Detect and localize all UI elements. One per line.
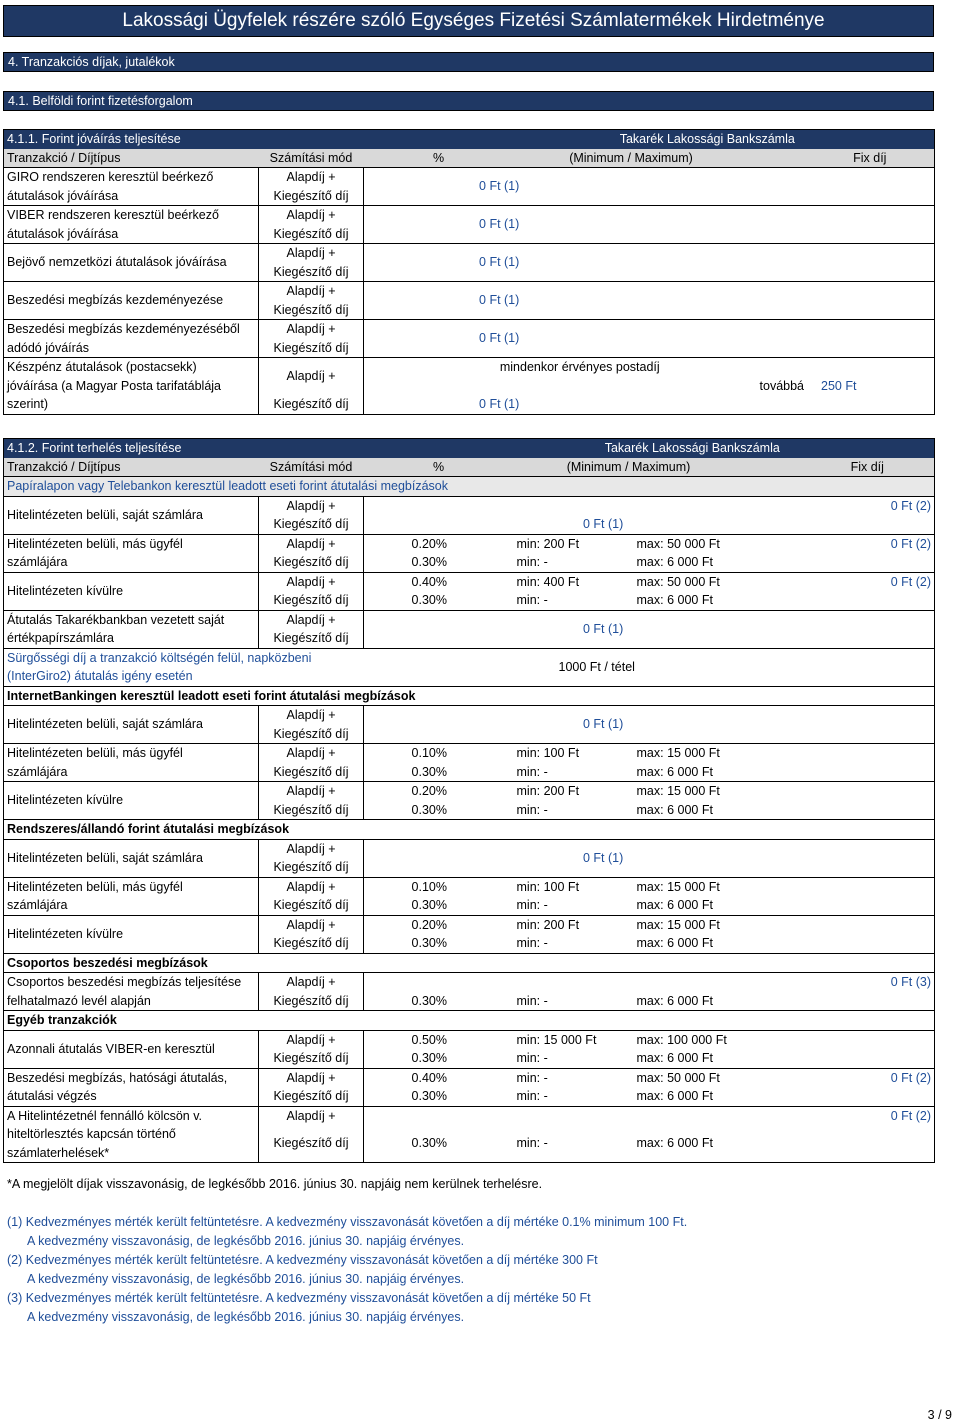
table-title: 4.1.1. Forint jóváírás teljesítése <box>4 130 364 149</box>
footnote-1-validity: A kedvezmény visszavonásig, de legkésőbb 2016. június 30. napjáig érvényes. <box>27 1234 465 1248</box>
percent: 0.30% <box>411 764 447 779</box>
calc-extra: Kiegészítő díj <box>259 515 364 534</box>
max-value: max: 15 000 Ft <box>636 784 720 798</box>
calc-base: Alapdíj + <box>259 877 364 896</box>
row-label: Készpénz átutalások (postacsekk) <box>7 360 197 374</box>
row-label: Beszedési megbízás, hatósági átutalás, <box>7 1070 228 1085</box>
min-value: min: - <box>516 898 548 912</box>
calc-extra: Kiegészítő díj <box>259 1125 364 1163</box>
max-value: max: 6 000 Ft <box>636 593 713 607</box>
fee-value: 0 Ft (1) <box>364 395 935 414</box>
col-header-transaction: Tranzakció / Díjtípus <box>4 149 259 168</box>
min-value: min: - <box>516 1070 548 1085</box>
col-header-fix: Fix díj <box>744 458 935 477</box>
calc-base: Alapdíj + <box>259 534 364 553</box>
calc-extra: Kiegészítő díj <box>259 1049 364 1068</box>
product-name: Takarék Lakossági Bankszámla <box>364 130 935 149</box>
fee-value: 0 Ft (1) <box>364 206 935 244</box>
col-header-calc: Számítási mód <box>259 149 364 168</box>
percent: 0.10% <box>411 879 447 894</box>
col-header-transaction: Tranzakció / Díjtípus <box>4 458 259 477</box>
footnote-2: (2) Kedvezményes mérték került feltüntetésre. A kedvezmény visszavonását követően a díj mértéke 300 Ft <box>7 1253 598 1267</box>
subsection-other: Egyéb tranzakciók <box>4 1011 935 1031</box>
row-label: Hitelintézeten kívülre <box>7 926 124 941</box>
fix-fee: 0 Ft (2) <box>890 1108 932 1123</box>
row-label: (InterGiro2) átutalás igény esetén <box>7 669 193 683</box>
fix-fee: 0 Ft (2) <box>890 1070 932 1085</box>
max-value: max: 50 000 Ft <box>636 1070 720 1085</box>
min-value: min: - <box>516 593 548 607</box>
calc-extra: Kiegészítő díj <box>259 1087 364 1106</box>
subsection-paper: Papíralapon vagy Telebankon keresztül leadott eseti forint átutalási megbízások <box>4 477 935 497</box>
percent: 0.40% <box>411 574 447 589</box>
footnote-2-validity: A kedvezmény visszavonásig, de legkésőbb 2016. június 30. napjáig érvényes. <box>27 1272 465 1286</box>
table-row <box>4 282 935 301</box>
fix-fee: 0 Ft (2) <box>890 574 932 589</box>
row-label: számlájára <box>7 898 68 912</box>
row-label: Sürgősségi díj a tranzakció költségén felül, napközbeni <box>7 650 312 665</box>
footnote-1: (1) Kedvezményes mérték került feltüntetésre. A kedvezmény visszavonását követően a díj mértéke 0.1% minimum 100 Ft. <box>7 1215 688 1229</box>
row-label: Bejövő nemzetközi átutalások jóváírása <box>7 255 227 270</box>
row-label: Átutalás Takarékbankban vezetett saját <box>7 612 225 627</box>
product-name: Takarék Lakossági Bankszámla <box>409 439 935 458</box>
table-row <box>4 358 935 377</box>
fee-value: 0 Ft (1) <box>364 610 935 648</box>
min-value: min: - <box>516 993 548 1008</box>
page-number: 3 / 9 <box>927 1408 952 1422</box>
calc-base: Alapdíj + <box>259 915 364 934</box>
row-label: Hitelintézeten belüli, saját számlára <box>7 507 203 522</box>
percent: 0.30% <box>411 1136 447 1151</box>
row-label: Azonnali átutalás VIBER-en keresztül <box>7 1041 215 1056</box>
percent: 0.20% <box>411 784 447 798</box>
min-value: min: - <box>516 936 548 950</box>
calc-base: Alapdíj + <box>259 1030 364 1049</box>
min-value: min: 100 Ft <box>516 746 580 760</box>
percent: 0.10% <box>411 746 447 760</box>
calc-base: Alapdíj + <box>259 1068 364 1087</box>
percent: 0.30% <box>411 555 447 569</box>
percent: 0.30% <box>411 1089 447 1103</box>
col-header-minmax: (Minimum / Maximum) <box>514 458 744 477</box>
max-value: max: 6 000 Ft <box>636 936 713 950</box>
calc-base: Alapdíj + <box>259 1106 364 1125</box>
row-label: Hitelintézeten belüli, más ügyfél <box>7 536 183 551</box>
min-value: min: 200 Ft <box>516 536 580 551</box>
row-label: számlaterhelések* <box>7 1145 110 1160</box>
max-value: max: 15 000 Ft <box>636 917 720 932</box>
col-header-calc: Számítási mód <box>259 458 364 477</box>
col-header-minmax: (Minimum / Maximum) <box>514 149 749 168</box>
table-row <box>4 395 935 414</box>
min-value: min: 200 Ft <box>516 917 580 932</box>
subsection-regular: Rendszeres/állandó forint átutalási megbízások <box>4 820 935 840</box>
calc-base: Alapdíj + <box>259 282 364 301</box>
calc-extra: Kiegészítő díj <box>259 591 364 610</box>
min-value: min: - <box>516 555 548 569</box>
calc-base: Alapdíj + <box>259 839 364 858</box>
row-label: hiteltörlesztés kapcsán történő <box>7 1127 176 1141</box>
postage-note: mindenkor érvényes postadíj <box>364 358 749 377</box>
fix-fee: 0 Ft (3) <box>890 975 932 989</box>
footnote-3: (3) Kedvezményes mérték került feltüntetésre. A kedvezmény visszavonását követően a díj mértéke 50 Ft <box>7 1291 591 1305</box>
fix-fee: 250 Ft <box>821 378 857 393</box>
calc-base: Alapdíj + <box>259 320 364 339</box>
fix-fee: 0 Ft (2) <box>890 536 932 551</box>
row-label: Hitelintézeten kívülre <box>7 583 124 598</box>
row-label: Hitelintézeten belüli, más ügyfél <box>7 746 183 760</box>
min-value: min: 100 Ft <box>516 879 580 894</box>
col-header-percent: % <box>364 458 514 477</box>
row-label: értékpapírszámlára <box>7 631 114 645</box>
min-value: min: 400 Ft <box>516 574 580 589</box>
credit-fee-table <box>3 129 935 415</box>
percent: 0.30% <box>411 936 447 950</box>
calc-base: Alapdíj + <box>259 706 364 725</box>
calc-base: Alapdíj + <box>259 610 364 629</box>
calc-extra: Kiegészítő díj <box>259 339 364 358</box>
fee-value: 0 Ft (1) <box>364 244 935 282</box>
min-value: min: - <box>516 1051 548 1065</box>
calc-extra: Kiegészítő díj <box>259 395 364 414</box>
calc-base: Alapdíj + <box>259 973 364 992</box>
max-value: max: 50 000 Ft <box>636 574 720 589</box>
min-value: min: - <box>516 764 548 779</box>
fee-value: 0 Ft (1) <box>364 168 935 206</box>
row-label: szerint) <box>7 397 48 411</box>
max-value: max: 15 000 Ft <box>636 879 720 894</box>
row-label: számlájára <box>7 555 68 569</box>
max-value: max: 6 000 Ft <box>636 764 713 779</box>
min-value: min: 15 000 Ft <box>516 1032 597 1047</box>
calc-extra: Kiegészítő díj <box>259 187 364 206</box>
max-value: max: 6 000 Ft <box>636 1089 713 1103</box>
row-label: Beszedési megbízás kezdeményezése <box>7 293 224 308</box>
min-value: min: - <box>516 802 548 817</box>
footnote-star: *A megjelölt díjak visszavonásig, de legkésőbb 2016. június 30. napjáig nem kerülnek terhelésre. <box>7 1177 543 1191</box>
document-title: Lakossági Ügyfelek részére szóló Egységes Fizetési Számlatermékek Hirdetménye <box>3 5 934 37</box>
calc-extra: Kiegészítő díj <box>259 801 364 820</box>
min-value: min: 200 Ft <box>516 784 580 798</box>
footnotes <box>7 1213 687 1327</box>
fee-value: 0 Ft (1) <box>364 839 935 877</box>
row-label: Hitelintézeten belüli, saját számlára <box>7 850 203 865</box>
percent: 0.30% <box>411 898 447 912</box>
row-label: A Hitelintézetnél fennálló kölcsön v. <box>7 1108 203 1123</box>
max-value: max: 50 000 Ft <box>636 536 720 551</box>
percent: 0.30% <box>411 802 447 817</box>
calc-base: Alapdíj + <box>259 206 364 225</box>
row-label: átutalások jóváírása <box>7 226 119 241</box>
table-row <box>4 320 935 339</box>
calc-base: Alapdíj + <box>259 168 364 187</box>
calc-base: Alapdíj + <box>259 572 364 591</box>
percent: 0.20% <box>411 536 447 551</box>
row-label: Csoportos beszedési megbízás teljesítése <box>7 975 242 989</box>
table-row <box>4 168 935 187</box>
max-value: max: 6 000 Ft <box>636 1136 713 1151</box>
max-value: max: 6 000 Ft <box>636 898 713 912</box>
fee-value: 0 Ft (1) <box>364 515 935 534</box>
max-value: max: 6 000 Ft <box>636 1051 713 1065</box>
max-value: max: 6 000 Ft <box>636 802 713 817</box>
calc-base: Alapdíj + <box>259 358 364 396</box>
fee-value: 0 Ft (1) <box>364 706 935 744</box>
row-label: átutalási végzés <box>7 1089 97 1103</box>
calc-extra: Kiegészítő díj <box>259 225 364 244</box>
table-row <box>4 377 935 396</box>
percent: 0.30% <box>411 593 447 607</box>
table-row <box>4 206 935 225</box>
row-label: GIRO rendszeren keresztül beérkező <box>7 170 214 184</box>
calc-extra: Kiegészítő díj <box>259 896 364 915</box>
subsection-group: Csoportos beszedési megbízások <box>4 953 935 973</box>
calc-extra: Kiegészítő díj <box>259 858 364 877</box>
calc-extra: Kiegészítő díj <box>259 725 364 744</box>
further-note: továbbá <box>759 378 804 393</box>
calc-base: Alapdíj + <box>259 744 364 763</box>
row-label: felhatalmazó levél alapján <box>7 993 151 1008</box>
min-value: min: - <box>516 1089 548 1103</box>
percent: 0.50% <box>411 1032 447 1047</box>
section-heading-4-1: 4.1. Belföldi forint fizetésforgalom <box>3 91 934 111</box>
fee-value: 1000 Ft / tétel <box>558 659 635 674</box>
fee-value: 0 Ft (1) <box>364 282 935 320</box>
calc-base: Alapdíj + <box>259 782 364 801</box>
footnote-3-validity: A kedvezmény visszavonásig, de legkésőbb 2016. június 30. napjáig érvényes. <box>27 1310 465 1324</box>
percent: 0.40% <box>411 1070 447 1085</box>
row-label: számlájára <box>7 764 68 779</box>
calc-extra: Kiegészítő díj <box>259 934 364 953</box>
calc-extra: Kiegészítő díj <box>259 263 364 282</box>
col-header-fix: Fix díj <box>749 149 935 168</box>
fix-fee: 0 Ft (2) <box>890 498 932 513</box>
calc-base: Alapdíj + <box>259 496 364 515</box>
calc-base: Alapdíj + <box>259 244 364 263</box>
fee-value: 0 Ft (1) <box>364 320 935 358</box>
row-label: jóváírása (a Magyar Posta tarifatáblája <box>7 378 221 393</box>
calc-extra: Kiegészítő díj <box>259 629 364 648</box>
row-label: Hitelintézeten belüli, más ügyfél <box>7 879 183 894</box>
col-header-percent: % <box>364 149 514 168</box>
percent: 0.30% <box>411 1051 447 1065</box>
row-label: átutalások jóváírása <box>7 188 119 203</box>
min-value: min: - <box>516 1136 548 1151</box>
row-label: Beszedési megbízás kezdeményezéséből <box>7 322 240 336</box>
max-value: max: 15 000 Ft <box>636 746 720 760</box>
percent: 0.20% <box>411 917 447 932</box>
calc-extra: Kiegészítő díj <box>259 992 364 1011</box>
subsection-internetbanking: InternetBankingen keresztül leadott eseti forint átutalási megbízások <box>4 686 935 706</box>
calc-extra: Kiegészítő díj <box>259 301 364 320</box>
section-heading-4: 4. Tranzakciós díjak, jutalékok <box>3 52 934 72</box>
max-value: max: 6 000 Ft <box>636 993 713 1008</box>
calc-extra: Kiegészítő díj <box>259 763 364 782</box>
row-label: adódó jóváírás <box>7 340 90 355</box>
max-value: max: 6 000 Ft <box>636 555 713 569</box>
row-label: VIBER rendszeren keresztül beérkező <box>7 208 219 222</box>
debit-fee-table <box>3 438 935 1163</box>
table-title: 4.1.2. Forint terhelés teljesítése <box>4 439 409 458</box>
table-row <box>4 244 935 263</box>
calc-extra: Kiegészítő díj <box>259 553 364 572</box>
percent: 0.30% <box>411 993 447 1008</box>
max-value: max: 100 000 Ft <box>636 1032 727 1047</box>
row-label: Hitelintézeten belüli, saját számlára <box>7 717 203 732</box>
row-label: Hitelintézeten kívülre <box>7 793 124 808</box>
